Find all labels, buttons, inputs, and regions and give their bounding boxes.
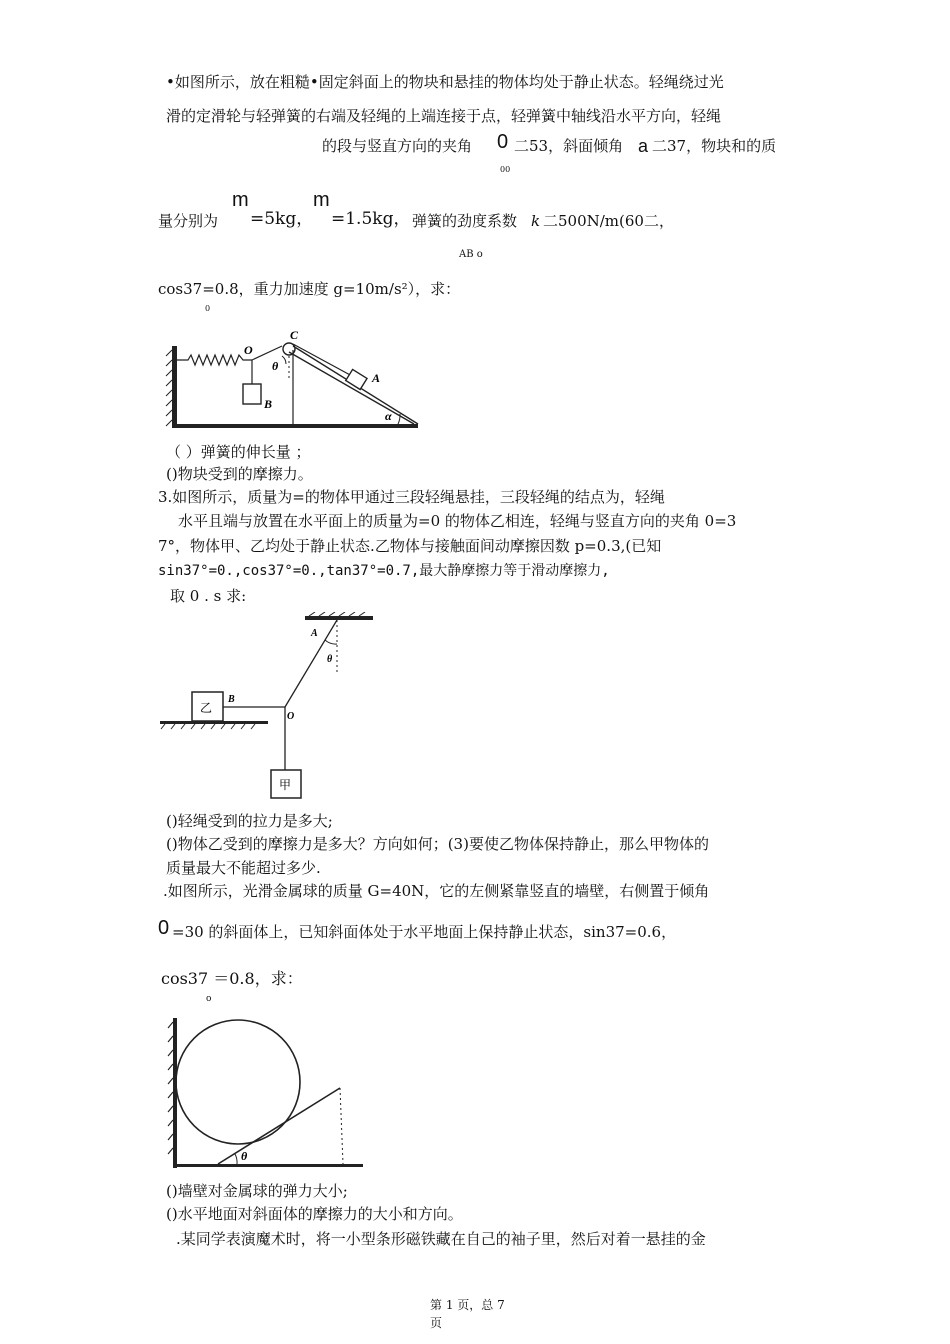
footer-page-suffix: 页 <box>430 1316 443 1330</box>
block-b <box>243 384 261 404</box>
p1-sub-oo: 00 <box>500 165 511 174</box>
figure-spring-incline <box>160 326 430 434</box>
p1-theta-symbol: 0 <box>497 131 509 153</box>
spring <box>177 355 252 365</box>
p5-line1: .某同学表演魔术时，将一小型条形磁铁藏在自己的袖子里，然后对着一悬挂的金 <box>176 1230 706 1248</box>
ground <box>173 1164 363 1167</box>
p1-eq2: 二37，物块和的质 <box>652 137 777 155</box>
label-c: C <box>290 328 299 342</box>
p1-line4b: 弹簧的劲度系数 <box>412 212 518 230</box>
figure-ball-wedge <box>165 1014 375 1172</box>
p1-line5: cos37=0.8，重力加速度 g=10m/s²），求： <box>158 280 461 298</box>
label-b: B <box>228 694 235 705</box>
p1-line3: 的段与竖直方向的夹角 <box>322 137 473 155</box>
label-theta: θ <box>327 654 333 665</box>
p4-sub-degree: o <box>206 994 212 1004</box>
p3-line4: sin37°=0.,cos37°=0.,tan37°=0.7,最大静摩擦力等于滑动摩擦力, <box>158 563 610 579</box>
ceiling <box>305 616 373 620</box>
label-jia: 甲 <box>279 778 292 792</box>
wall <box>172 346 177 428</box>
p3-line1: 3.如图所示，质量为=的物体甲通过三段轻绳悬挂，三段轻绳的结点为，轻绳 <box>158 488 665 506</box>
p4-theta-symbol: 0 <box>158 917 170 939</box>
p1-eq1: 二53，斜面倾角 <box>514 137 624 155</box>
label-a: A <box>372 371 381 385</box>
p1-sub-ab: AB o <box>459 249 483 260</box>
footer-page-number: 第 1 页，总 7 <box>430 1298 505 1312</box>
p1-line2: 滑的定滑轮与轻弹簧的右端及轻绳的上端连接于点，轻弹簧中轴线沿水平方向，轻绳 <box>166 107 722 125</box>
p1-line1: •如图所示，放在粗糙•固定斜面上的物块和悬挂的物体均处于静止状态。轻绳绕过光 <box>166 73 724 91</box>
label-theta: θ <box>272 359 279 373</box>
label-yi: 乙 <box>200 701 213 715</box>
label-theta: θ <box>241 1149 248 1163</box>
p4-line3: cos37 ＝0.8，求： <box>161 969 303 988</box>
label-o: O <box>287 711 295 722</box>
p4-line2: =30 的斜面体上，已知斜面体处于水平地面上保持静止状态，sin37=0.6， <box>172 923 677 941</box>
p3-q3: 质量最大不能超过多少. <box>166 859 321 877</box>
figure-three-ropes <box>155 612 385 802</box>
label-o: O <box>244 343 253 357</box>
p3-line3: 7°，物体甲、乙均处于静止状态.乙物体与接触面间动摩擦因数 p=0.3,(已知 <box>158 537 662 555</box>
label-a: A <box>311 628 318 639</box>
p1-m2: m <box>313 189 330 211</box>
p1-q2: ()物块受到的摩擦力。 <box>166 465 313 483</box>
p1-alpha-symbol: a <box>638 136 649 156</box>
p4-q2: ()水平地面对斜面体的摩擦力的大小和方向。 <box>166 1205 463 1223</box>
p1-k-symbol: k <box>531 212 541 230</box>
p1-m2-value: =1.5kg， <box>331 209 411 229</box>
p3-q1: ()轻绳受到的拉力是多大; <box>166 812 333 830</box>
p1-k-value: 二500N/m(60二， <box>543 212 674 230</box>
p3-line2: 水平且端与放置在水平面上的质量为=0 的物体乙相连，轻绳与竖直方向的夹角 0=3 <box>178 512 737 530</box>
p1-sub-0: 0 <box>205 304 211 313</box>
label-alpha: α <box>385 409 392 423</box>
p3-line5: 取 0 . s 求: <box>170 587 247 605</box>
ground <box>172 424 418 428</box>
p4-line1: .如图所示，光滑金属球的质量 G=40N，它的左侧紧靠竖直的墙壁，右侧置于倾角 <box>163 882 710 900</box>
p1-line4a: 量分别为 <box>158 212 219 230</box>
p1-m1: m <box>232 189 249 211</box>
p1-m1-value: =5kg， <box>250 209 314 229</box>
p1-q1: （ ）弹簧的伸长量 ； <box>166 443 311 461</box>
p4-q1: ()墙壁对金属球的弹力大小; <box>166 1182 348 1200</box>
label-b: B <box>264 397 273 411</box>
p3-q2: ()物体乙受到的摩擦力是多大？方向如何；(3)要使乙物体保持静止，那么甲物体的 <box>166 835 709 853</box>
